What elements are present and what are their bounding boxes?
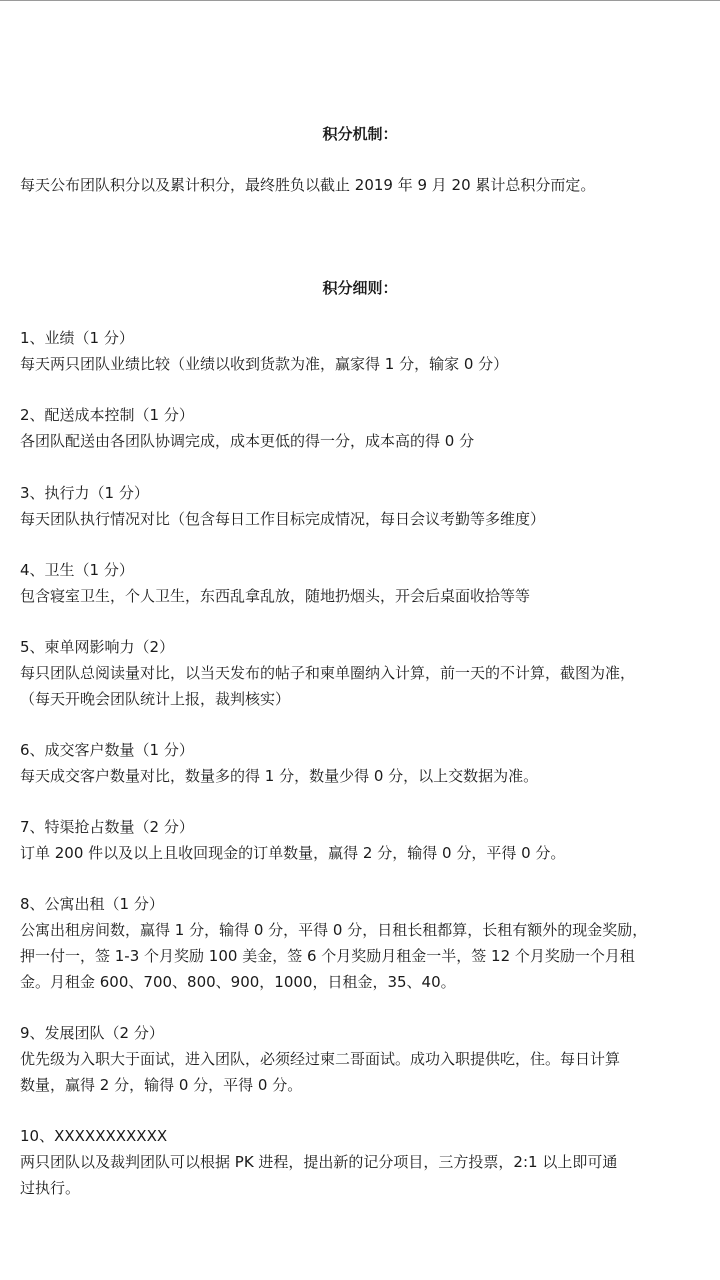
rule-item-line: 公寓出租房间数，赢得 1 分，输得 0 分，平得 0 分，日租长租都算，长租有额外的现金奖励， — [20, 921, 648, 939]
rule-item-body — [20, 917, 710, 995]
rule-item-title: 2、配送成本控制（1 分） — [20, 406, 194, 424]
rule-item-title: 7、特渠抢占数量（2 分） — [20, 818, 194, 836]
rule-item-body — [20, 763, 710, 789]
rule-item-body — [20, 428, 710, 454]
rule-item-title: 10、XXXXXXXXXXX — [20, 1127, 168, 1145]
rule-item-body — [20, 660, 710, 712]
rule-item-title: 1、业绩（1 分） — [20, 329, 134, 347]
rule-item-line: 每天成交客户数量对比，数量多的得 1 分，数量少得 0 分，以上交数据为准。 — [20, 767, 539, 785]
rule-item-title: 3、执行力（1 分） — [20, 484, 149, 502]
rule-item-line: 押一付一，签 1-3 个月奖励 100 美金，签 6 个月奖励月租金一半，签 12 个月奖励一个月租 — [20, 947, 635, 965]
rule-item-title: 4、卫生（1 分） — [20, 561, 134, 579]
rule-item-title: 5、柬单网影响力（2） — [20, 638, 175, 656]
top-divider — [0, 0, 720, 1]
rule-item-line: 优先级为入职大于面试，进入团队，必须经过柬二哥面试。成功入职提供吃，住。每日计算 — [20, 1050, 621, 1068]
rule-item-line: 每天两只团队业绩比较（业绩以收到货款为准，赢家得 1 分，输家 0 分） — [20, 355, 509, 373]
rule-item-line: 每天团队执行情况对比（包含每日工作目标完成情况，每日会议考勤等多维度） — [20, 510, 546, 528]
rule-item-line: 数量，赢得 2 分，输得 0 分，平得 0 分。 — [20, 1076, 303, 1094]
rule-item-line: （每天开晚会团队统计上报，裁判核实） — [20, 690, 291, 708]
rule-item-line: 各团队配送由各团队协调完成，成本更低的得一分，成本高的得 0 分 — [20, 432, 475, 450]
rule-item-title: 8、公寓出租（1 分） — [20, 895, 164, 913]
rule-item-body — [20, 351, 710, 377]
rule-item-line: 包含寝室卫生，个人卫生，东西乱拿乱放，随地扔烟头，开会后桌面收拾等等 — [20, 587, 531, 605]
rule-item-title: 6、成交客户数量（1 分） — [20, 741, 194, 759]
rule-item-line: 过执行。 — [20, 1179, 81, 1197]
rule-item-body — [20, 583, 710, 609]
rule-item-line: 金。月租金 600、700、800、900，1000，日租金，35、40。 — [20, 973, 456, 991]
rule-item-body — [20, 840, 710, 866]
section-heading-scoring-mechanism: 积分机制： — [322, 125, 398, 143]
section-heading-scoring-rules: 积分细则： — [322, 279, 398, 297]
rule-item-body — [20, 506, 710, 532]
rule-item-line: 两只团队以及裁判团队可以根据 PK 进程，提出新的记分项目，三方投票，2:1 以上即可通 — [20, 1153, 618, 1171]
rule-item-body — [20, 1149, 710, 1201]
rule-item-body — [20, 1046, 710, 1098]
rule-item-title: 9、发展团队（2 分） — [20, 1024, 164, 1042]
rule-item-line: 订单 200 件以及以上且收回现金的订单数量，赢得 2 分，输得 0 分，平得 0 分。 — [20, 844, 566, 862]
rule-item-line: 每只团队总阅读量对比，以当天发布的帖子和柬单圈纳入计算，前一天的不计算，截图为准， — [20, 664, 636, 682]
scoring-mechanism-paragraph: 每天公布团队积分以及累计积分，最终胜负以截止 2019 年 9 月 20 累计总积分而定。 — [20, 176, 596, 194]
